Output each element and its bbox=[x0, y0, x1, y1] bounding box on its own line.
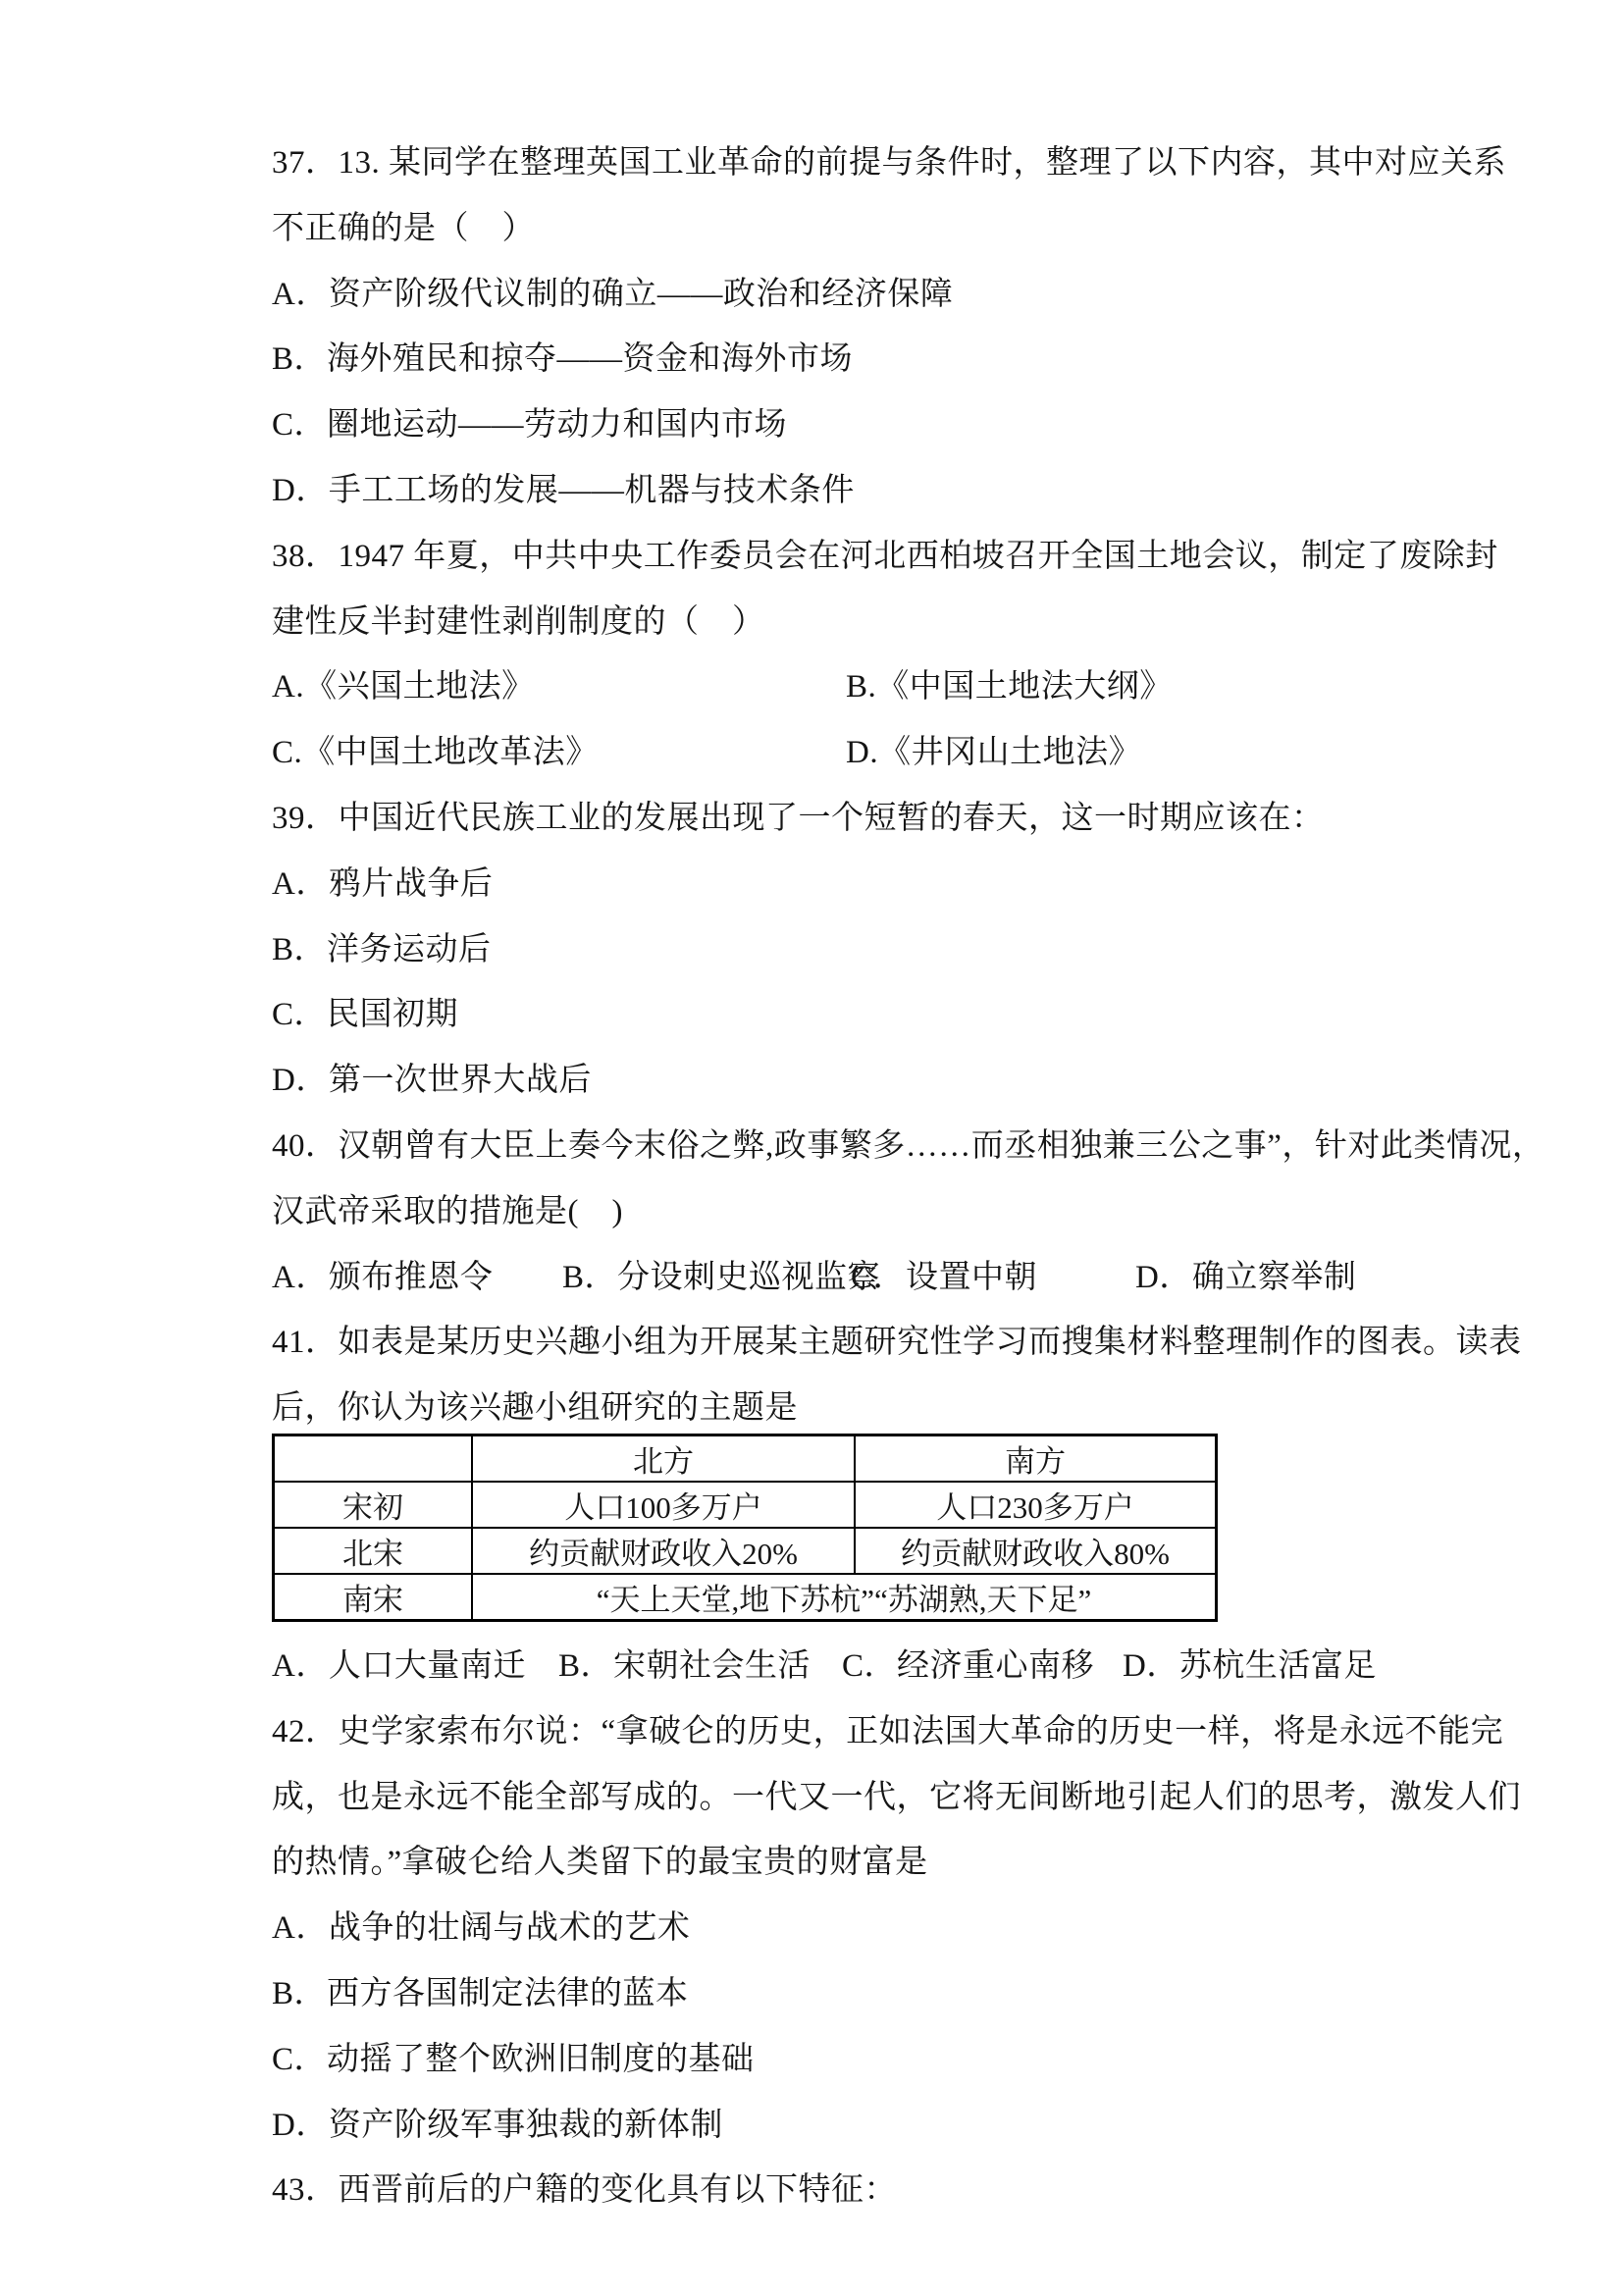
table-row-beisong-south: 约贡献财政收入80% bbox=[855, 1528, 1217, 1574]
question-42-option-a: A．战争的壮阔与战术的艺术 bbox=[272, 1910, 691, 1947]
question-41 bbox=[272, 1310, 1522, 1698]
table-row-songchu-south: 人口230多万户 bbox=[855, 1482, 1217, 1528]
table-header-north: 北方 bbox=[472, 1435, 855, 1482]
question-40-stem-line-2: 汉武帝采取的措施是( ) bbox=[272, 1193, 623, 1229]
question-39-option-b: B．洋务运动后 bbox=[272, 931, 492, 967]
question-38-option-c: C.《中国土地改革法》 bbox=[272, 735, 599, 771]
question-41-option-c: C．经济重心南移 bbox=[842, 1647, 1095, 1684]
question-39-stem-line-1: 39．中国近代民族工业的发展出现了一个短暂的春天，这一时期应该在： bbox=[272, 800, 1325, 836]
question-37-option-d: D．手工工场的发展——机器与技术条件 bbox=[272, 472, 855, 508]
question-39 bbox=[272, 786, 1390, 1114]
table-row-nansong-label: 南宋 bbox=[274, 1574, 473, 1621]
question-37-stem-line-1: 37．13. 某同学在整理英国工业革命的前提与条件时，整理了以下内容，其中对应关系 bbox=[272, 145, 1506, 181]
question-38-option-b: B.《中国土地法大纲》 bbox=[846, 669, 1173, 705]
question-42 bbox=[272, 1699, 1521, 2159]
table-row-nansong-merged: “天上天堂,地下苏杭”“苏湖熟,天下足” bbox=[472, 1574, 1217, 1621]
question-40-option-d: D．确立察举制 bbox=[1135, 1259, 1357, 1295]
table-header-blank bbox=[274, 1435, 473, 1482]
question-39-option-d: D．第一次世界大战后 bbox=[272, 1063, 592, 1099]
question-37-option-c: C．圈地运动——劳动力和国内市场 bbox=[272, 407, 788, 444]
question-41-stem-line-2: 后，你认为该兴趣小组研究的主题是 bbox=[272, 1390, 798, 1427]
table-row-beisong bbox=[274, 1528, 1217, 1574]
question-42-option-c: C．动摇了整个欧洲旧制度的基础 bbox=[272, 2041, 755, 2077]
question-41-option-d: D．苏杭生活富足 bbox=[1123, 1647, 1377, 1684]
table-row-beisong-label: 北宋 bbox=[274, 1528, 473, 1574]
question-38-stem-line-1: 38．1947 年夏，中共中央工作委员会在河北西柏坡召开全国土地会议，制定了废除封 bbox=[272, 538, 1498, 574]
question-38 bbox=[272, 524, 1498, 786]
question-41-option-a: A．人口大量南迁 bbox=[272, 1647, 526, 1684]
question-38-options-row-1 bbox=[272, 654, 1390, 720]
question-40-option-b: B．分设刺史巡视监察 bbox=[562, 1259, 881, 1295]
table-row-nansong bbox=[274, 1574, 1217, 1621]
question-40-option-c: C．设置中朝 bbox=[851, 1259, 1038, 1295]
question-37 bbox=[272, 130, 1506, 524]
question-37-option-b: B．海外殖民和掠夺——资金和海外市场 bbox=[272, 341, 854, 378]
question-40-options-row bbox=[272, 1245, 1390, 1311]
question-38-stem-line-2: 建性反半封建性剥削制度的（ ） bbox=[272, 603, 765, 640]
question-42-stem-line-2: 成，也是永远不能全部写成的。一代又一代，它将无间断地引起人们的思考，激发人们 bbox=[272, 1779, 1521, 1815]
question-39-option-a: A．鸦片战争后 bbox=[272, 865, 494, 902]
question-37-option-a: A．资产阶级代议制的确立——政治和经济保障 bbox=[272, 276, 954, 312]
question-41-data-table bbox=[272, 1434, 1218, 1622]
question-39-option-c: C．民国初期 bbox=[272, 997, 459, 1033]
question-42-stem-line-3: 的热情。”拿破仑给人类留下的最宝贵的财富是 bbox=[272, 1845, 928, 1881]
question-43-stem-line-1: 43．西晋前后的户籍的变化具有以下特征： bbox=[272, 2172, 897, 2209]
table-header-row bbox=[274, 1435, 1217, 1482]
question-40-option-a: A．颁布推恩令 bbox=[272, 1259, 494, 1295]
question-40-stem-line-1: 40．汉朝曾有大臣上奏今末俗之弊,政事繁多……而丞相独兼三公之事”，针对此类情况， bbox=[272, 1127, 1545, 1164]
table-row-beisong-north: 约贡献财政收入20% bbox=[472, 1528, 855, 1574]
question-43 bbox=[272, 2158, 1390, 2223]
table-row-songchu-north: 人口100多万户 bbox=[472, 1482, 855, 1528]
question-42-option-b: B．西方各国制定法律的蓝本 bbox=[272, 1975, 689, 2011]
table-header-south: 南方 bbox=[855, 1435, 1217, 1482]
question-42-option-d: D．资产阶级军事独裁的新体制 bbox=[272, 2107, 723, 2143]
question-37-stem-line-2: 不正确的是（ ） bbox=[272, 210, 535, 246]
question-42-stem-line-1: 42．史学家索布尔说：“拿破仑的历史，正如法国大革命的历史一样，将是永远不能完 bbox=[272, 1713, 1504, 1749]
question-38-option-d: D.《井冈山土地法》 bbox=[846, 735, 1142, 771]
question-41-option-b: B．宋朝社会生活 bbox=[558, 1647, 812, 1684]
table-row-songchu-label: 宋初 bbox=[274, 1482, 473, 1528]
question-38-option-a: A.《兴国土地法》 bbox=[272, 669, 535, 705]
question-41-stem-line-1: 41．如表是某历史兴趣小组为开展某主题研究性学习而搜集材料整理制作的图表。读表 bbox=[272, 1325, 1522, 1361]
exam-content bbox=[272, 130, 1545, 2223]
question-38-options-row-2 bbox=[272, 720, 1390, 786]
question-41-options-row bbox=[272, 1634, 1390, 1699]
table-row-songchu bbox=[274, 1482, 1217, 1528]
question-40 bbox=[272, 1114, 1545, 1310]
